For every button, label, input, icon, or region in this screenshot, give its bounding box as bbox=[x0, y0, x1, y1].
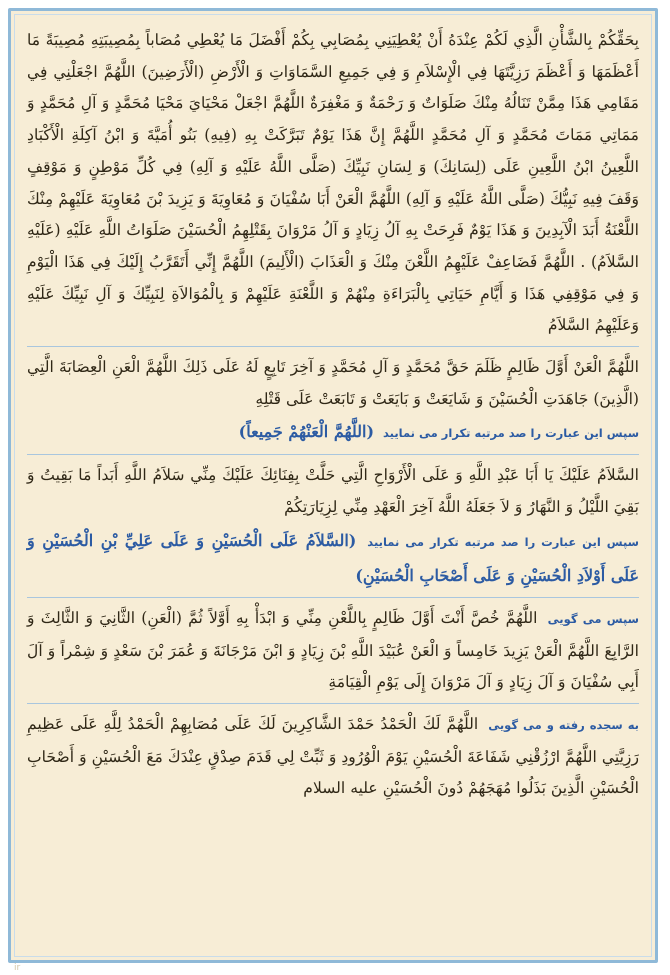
repeat-phrase: (السَّلاَمُ عَلَى الْحُسَيْنِ وَ عَلَى عَلِيِّ بْنِ الْحُسَيْنِ وَ عَلَى أَوْلاَدِ الْحُسَيْنِ وَ عَلَى أَصْحَابِ الْحُسَيْنِ) bbox=[27, 530, 639, 585]
instruction-row-2 bbox=[27, 524, 639, 593]
instruction-row-1 bbox=[27, 415, 639, 450]
paragraph-5-text: اللَّهُمَّ لَكَ الْحَمْدُ حَمْدَ الشَّاكِرِينَ لَكَ عَلَى مُصَابِهِمْ الْحَمْدُ لِلَّهِ عَلَى عَظِيمِ رَزِيَّتِي اللَّهُمَّ ارْزُقْنِي شَفَاعَةَ الْحُسَيْنِ يَوْمَ الْوُرُودِ وَ ثَبِّتْ لِي قَدَمَ صِدْقٍ عِنْدَكَ مَعَ الْحُسَيْنِ وَ أَصْحَابِ الْحُسَيْنِ الَّذِينَ بَذَلُوا مُهَجَهُمْ دُونَ الْحُسَيْنِ عليه السلام bbox=[27, 714, 639, 798]
paragraph-1: بِحَقِّكُمْ بِالشَّأْنِ الَّذِي لَكُمْ عِنْدَهُ أَنْ يُعْطِيَنِي بِمُصَابِي بِكُمْ أَفْضَلَ مَا يُعْطِي مُصَاباً بِمُصِيبَتِهِ مُصِيبَةً مَا أَعْظَمَهَا وَ أَعْظَمَ رَزِيَّتَهَا فِي الْإِسْلاَمِ وَ فِي جَمِيعِ السَّمَاوَاتِ وَ الْأَرْضِ (الْأَرَضِينَ) اللَّهُمَّ اجْعَلْنِي فِي مَقَامِي هَذَا مِمَّنْ تَنَالُهُ مِنْكَ صَلَوَاتٌ وَ رَحْمَةٌ وَ مَغْفِرَةٌ اللَّهُمَّ اجْعَلْ مَحْيَايَ مَحْيَا مُحَمَّدٍ وَ آلِ مُحَمَّدٍ وَ مَمَاتِي مَمَاتَ مُحَمَّدٍ وَ آلِ مُحَمَّدٍ اللَّهُمَّ إِنَّ هَذَا يَوْمٌ تَبَرَّكَتْ بِهِ (فِيهِ) بَنُو أُمَيَّةَ وَ ابْنُ آكِلَةِ الْأَكْبَادِ اللَّعِينُ ابْنُ اللَّعِينِ عَلَى (لِسَانِكَ) وَ لِسَانِ نَبِيِّكَ (صَلَّى اللَّهُ عَلَيْهِ وَ آلِهِ) فِي كُلِّ مَوْطِنٍ وَ مَوْقِفٍ وَقَفَ فِيهِ نَبِيُّكَ (صَلَّى اللَّهُ عَلَيْهِ وَ آلِهِ) اللَّهُمَّ الْعَنْ أَبَا سُفْيَانَ وَ مُعَاوِيَةَ وَ يَزِيدَ بْنَ مُعَاوِيَةَ عَلَيْهِمْ مِنْكَ اللَّعْنَةُ أَبَدَ الْآبِدِينَ وَ هَذَا يَوْمٌ فَرِحَتْ بِهِ آلُ زِيَادٍ وَ آلُ مَرْوَانَ بِقَتْلِهِمُ الْحُسَيْنَ صَلَوَاتُ اللَّهِ عَلَيْهِ (عَلَيْهِ السَّلاَمُ) . اللَّهُمَّ فَضَاعِفْ عَلَيْهِمُ اللَّعْنَ مِنْكَ وَ الْعَذَابَ (الْأَلِيمَ) اللَّهُمَّ إِنِّي أَتَقَرَّبُ إِلَيْكَ فِي هَذَا الْيَوْمِ وَ فِي مَوْقِفِي هَذَا وَ أَيَّامِ حَيَاتِي بِالْبَرَاءَةِ مِنْهُمْ وَ اللَّعْنَةِ عَلَيْهِمْ وَ بِالْمُوَالاَةِ لِنَبِيِّكَ وَ آلِ نَبِيِّكَ عَلَيْهِ وَعَلَيْهِمُ السَّلاَمُ bbox=[27, 31, 639, 335]
paragraph-4-text: اللَّهُمَّ خُصَّ أَنْتَ أَوَّلَ ظَالِمٍ بِاللَّعْنِ مِنِّي وَ ابْدَأْ بِهِ أَوَّلاً ثُمَّ (الْعَنِ) الثَّانِيَ وَ الثَّالِثَ وَ الرَّابِعَ اللَّهُمَّ الْعَنْ يَزِيدَ خَامِساً وَ الْعَنْ عُبَيْدَ اللَّهِ بْنَ زِيَادٍ وَ ابْنَ مَرْجَانَةَ وَ عُمَرَ بْنَ سَعْدٍ وَ شِمْراً وَ آلَ أَبِي سُفْيَانَ وَ آلَ زِيَادٍ وَ آلَ مَرْوَانَ إِلَى يَوْمِ الْقِيَامَةِ bbox=[27, 608, 639, 692]
divider bbox=[27, 454, 639, 455]
paragraph-3: السَّلاَمُ عَلَيْكَ يَا أَبَا عَبْدِ اللَّهِ وَ عَلَى الْأَرْوَاحِ الَّتِي حَلَّتْ بِفِنَائِكَ عَلَيْكَ مِنِّي سَلاَمُ اللَّهِ أَبَداً مَا بَقِيتُ وَ بَقِيَ اللَّيْلُ وَ النَّهَارُ وَ لاَ جَعَلَهُ اللَّهُ آخِرَ الْعَهْدِ مِنِّي لِزِيَارَتِكُمْ bbox=[27, 466, 639, 517]
instruction-label: سپس این عبارت را صد مرتبه تکرار می نمایید bbox=[383, 426, 639, 441]
instruction-label: سپس این عبارت را صد مرتبه تکرار می نمایید bbox=[367, 534, 639, 549]
paragraph-2: اللَّهُمَّ الْعَنْ أَوَّلَ ظَالِمٍ ظَلَمَ حَقَّ مُحَمَّدٍ وَ آلِ مُحَمَّدٍ وَ آخِرَ تَابِعٍ لَهُ عَلَى ذَلِكَ اللَّهُمَّ الْعَنِ الْعِصَابَةَ الَّتِي (الَّذِينَ) جَاهَدَتِ الْحُسَيْنَ وَ شَايَعَتْ وَ بَايَعَتْ وَ تَابَعَتْ عَلَى قَتْلِهِ bbox=[27, 358, 639, 408]
page-frame bbox=[8, 8, 658, 963]
repeat-phrase: (اللَّهُمَّ الْعَنْهُمْ جَمِيعاً) bbox=[238, 422, 375, 442]
divider bbox=[27, 346, 639, 347]
divider bbox=[27, 703, 639, 704]
ziyarat-text bbox=[27, 25, 639, 946]
divider bbox=[27, 597, 639, 598]
paragraph-5 bbox=[27, 709, 639, 805]
watermark: ir bbox=[14, 963, 21, 973]
instruction-label: به سجده رفته و می گویی bbox=[488, 717, 639, 732]
paragraph-4 bbox=[27, 603, 639, 699]
instruction-label: سپس می گویی bbox=[547, 611, 639, 626]
